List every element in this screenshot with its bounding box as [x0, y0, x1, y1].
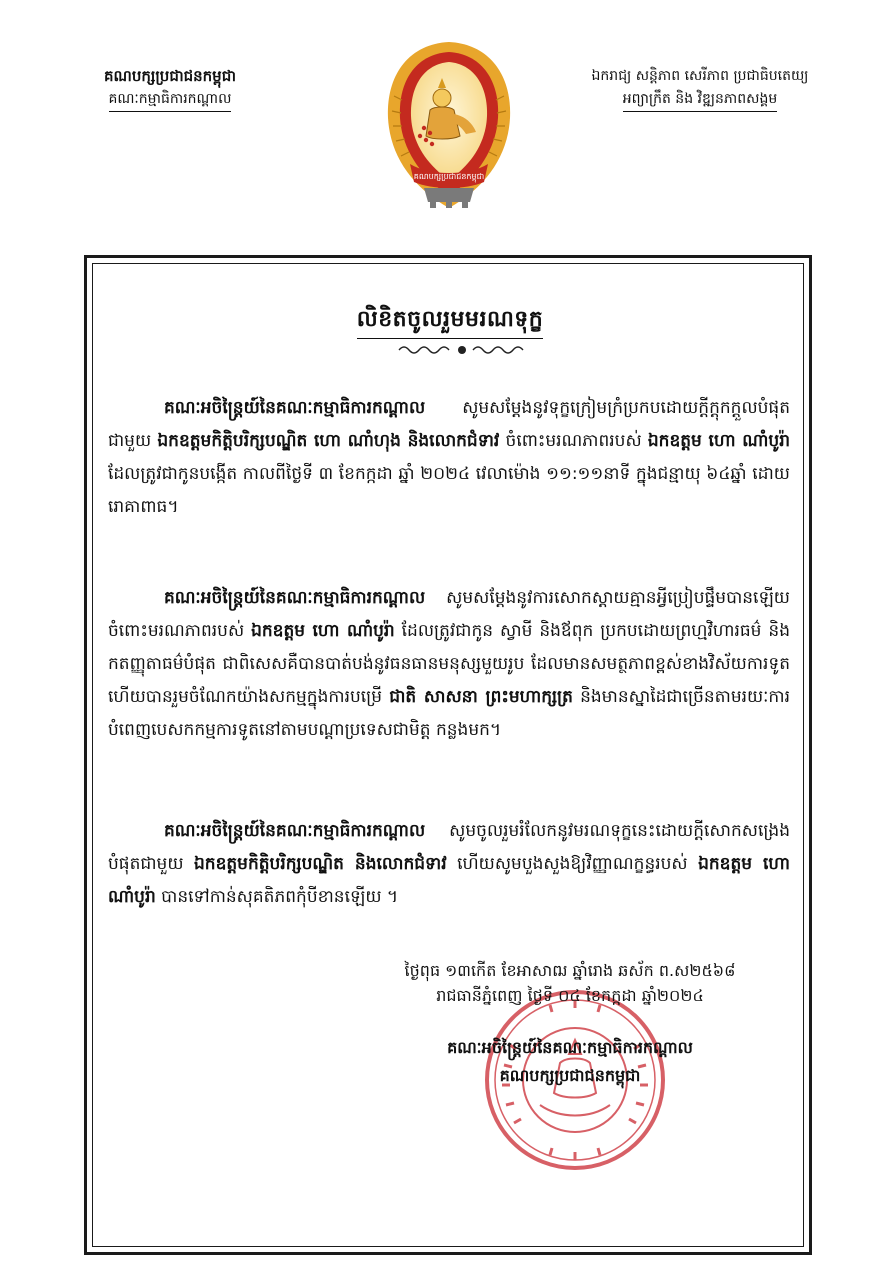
header-left — [80, 64, 260, 112]
signature-block — [350, 1034, 790, 1090]
cpp-party-emblem-icon — [380, 36, 518, 216]
p2-subject: គណៈអចិន្ត្រៃយ៍នៃគណៈកម្មាធិការកណ្តាល — [164, 588, 426, 608]
date-solar: រាជធានីភ្នំពេញ ថ្ងៃទី ០៤ ខែកក្កដា ឆ្នាំ២០២៤ — [436, 986, 704, 1005]
p3-recipient: ឯកឧត្តមកិត្តិបរិក្សបណ្ឌិត និងលោកជំទាវ — [194, 854, 447, 874]
divider-ornament-icon — [397, 343, 527, 357]
p3-text-2: ហើយសូមបួងសួងឱ្យវិញ្ញាណក្ខន្ធរបស់ — [446, 854, 699, 874]
p2-text-3: និងមានស្នាដៃជាច្រើនតាមរយៈការបំពេញបេសកកម្មការទូតនៅតាមបណ្តាប្រទេសជាមិត្ត កន្លងមក។ — [108, 687, 790, 740]
letter-title: លិខិតចូលរួមមរណទុក្ខ — [357, 305, 543, 339]
p2-text-2: ដែលត្រូវជាកូន ស្វាមី និងឪពុក ប្រកបដោយព្រហ្មវិហារធម៌ និងកតញ្ញុតាធម៌បំផុត ជាពិសេសគឺបានបាត់បង់នូវធនធានមនុស្សមួយរូប ដែលមានសមត្ថភាពខ្ពស់ខាងវិស័យការទូត ហើយបានរួមចំណែកយ៉ាងសកម្មក្នុងការបម្រើ — [108, 621, 790, 707]
p1-subject: គណៈអចិន្ត្រៃយ៍នៃគណៈកម្មាធិការកណ្តាល — [164, 398, 426, 418]
paragraph-2 — [108, 582, 790, 747]
committee-name: គណៈកម្មាធិការកណ្តាល — [109, 88, 232, 112]
p2-text-1: សូមសម្តែងនូវការសោកស្តាយគ្មានអ្វីប្រៀបផ្ទឹមបានឡើយ ចំពោះមរណភាពរបស់ — [108, 588, 790, 641]
party-name: គណបក្សប្រជាជនកម្ពុជា — [104, 67, 236, 85]
p1-text-1: សូមសម្តែងនូវទុក្ខក្រៀមក្រំប្រកបដោយក្តីក្តុកក្តួលបំផុតជាមួយ — [108, 398, 790, 451]
p3-subject: គណៈអចិន្ត្រៃយ៍នៃគណៈកម្មាធិការកណ្តាល — [164, 821, 426, 841]
signatory-party: គណបក្សប្រជាជនកម្ពុជា — [499, 1066, 641, 1085]
signatory-body: គណៈអចិន្ត្រៃយ៍នៃគណៈកម្មាធិការកណ្តាល — [447, 1038, 693, 1057]
p1-recipient: ឯកឧត្តមកិត្តិបរិក្សបណ្ឌិត ហោ ណាំហុង និងលោកជំទាវ — [157, 431, 500, 451]
p2-deceased: ឯកឧត្តម ហោ ណាំបូរ៉ា — [251, 621, 395, 641]
emblem-caption: គណបក្សប្រជាជនកម្ពុជា — [413, 172, 485, 181]
date-lunar: ថ្ងៃពុធ ១៣កើត ខែអាសាឍ ឆ្នាំរោង ឆស័ក ព.ស២៥៦៨ — [404, 961, 736, 980]
paragraph-1 — [108, 392, 790, 524]
p3-text-1: សូមចូលរួមរំលែកនូវមរណទុក្ខនេះដោយក្តីសោកសង្រេងបំផុតជាមួយ — [108, 821, 790, 874]
p1-text-3: ដែលត្រូវជាកូនបង្កើត កាលពីថ្ងៃទី ៣ ខែកក្កដា ឆ្នាំ ២០២៤ វេលាម៉ោង ១១:១១នាទី ក្នុងជន្មាយុ ៦៤ឆ្នាំ ដោយរោគាពាធ។ — [108, 464, 790, 517]
header-right — [540, 64, 860, 112]
national-motto-line2: អព្យាក្រឹត និង វិឌ្ឍនភាពសង្គម — [623, 88, 778, 112]
p3-deceased: ឯកឧត្តម ហោ ណាំបូរ៉ា — [108, 854, 791, 907]
date-block — [350, 958, 790, 1008]
national-motto-line1: ឯករាជ្យ សន្តិភាព សេរីភាព ប្រជាធិបតេយ្យ — [591, 68, 809, 84]
p3-text-3: បានទៅកាន់សុគតិភពកុំបីខានឡើយ ។ — [155, 887, 399, 907]
p1-deceased: ឯកឧត្តម ហោ ណាំបូរ៉ា — [647, 431, 790, 451]
paragraph-3 — [108, 815, 790, 914]
p2-motto: ជាតិ សាសនា ព្រះមហាក្សត្រ — [389, 687, 573, 707]
p1-text-2: ចំពោះមរណភាពរបស់ — [499, 431, 648, 451]
